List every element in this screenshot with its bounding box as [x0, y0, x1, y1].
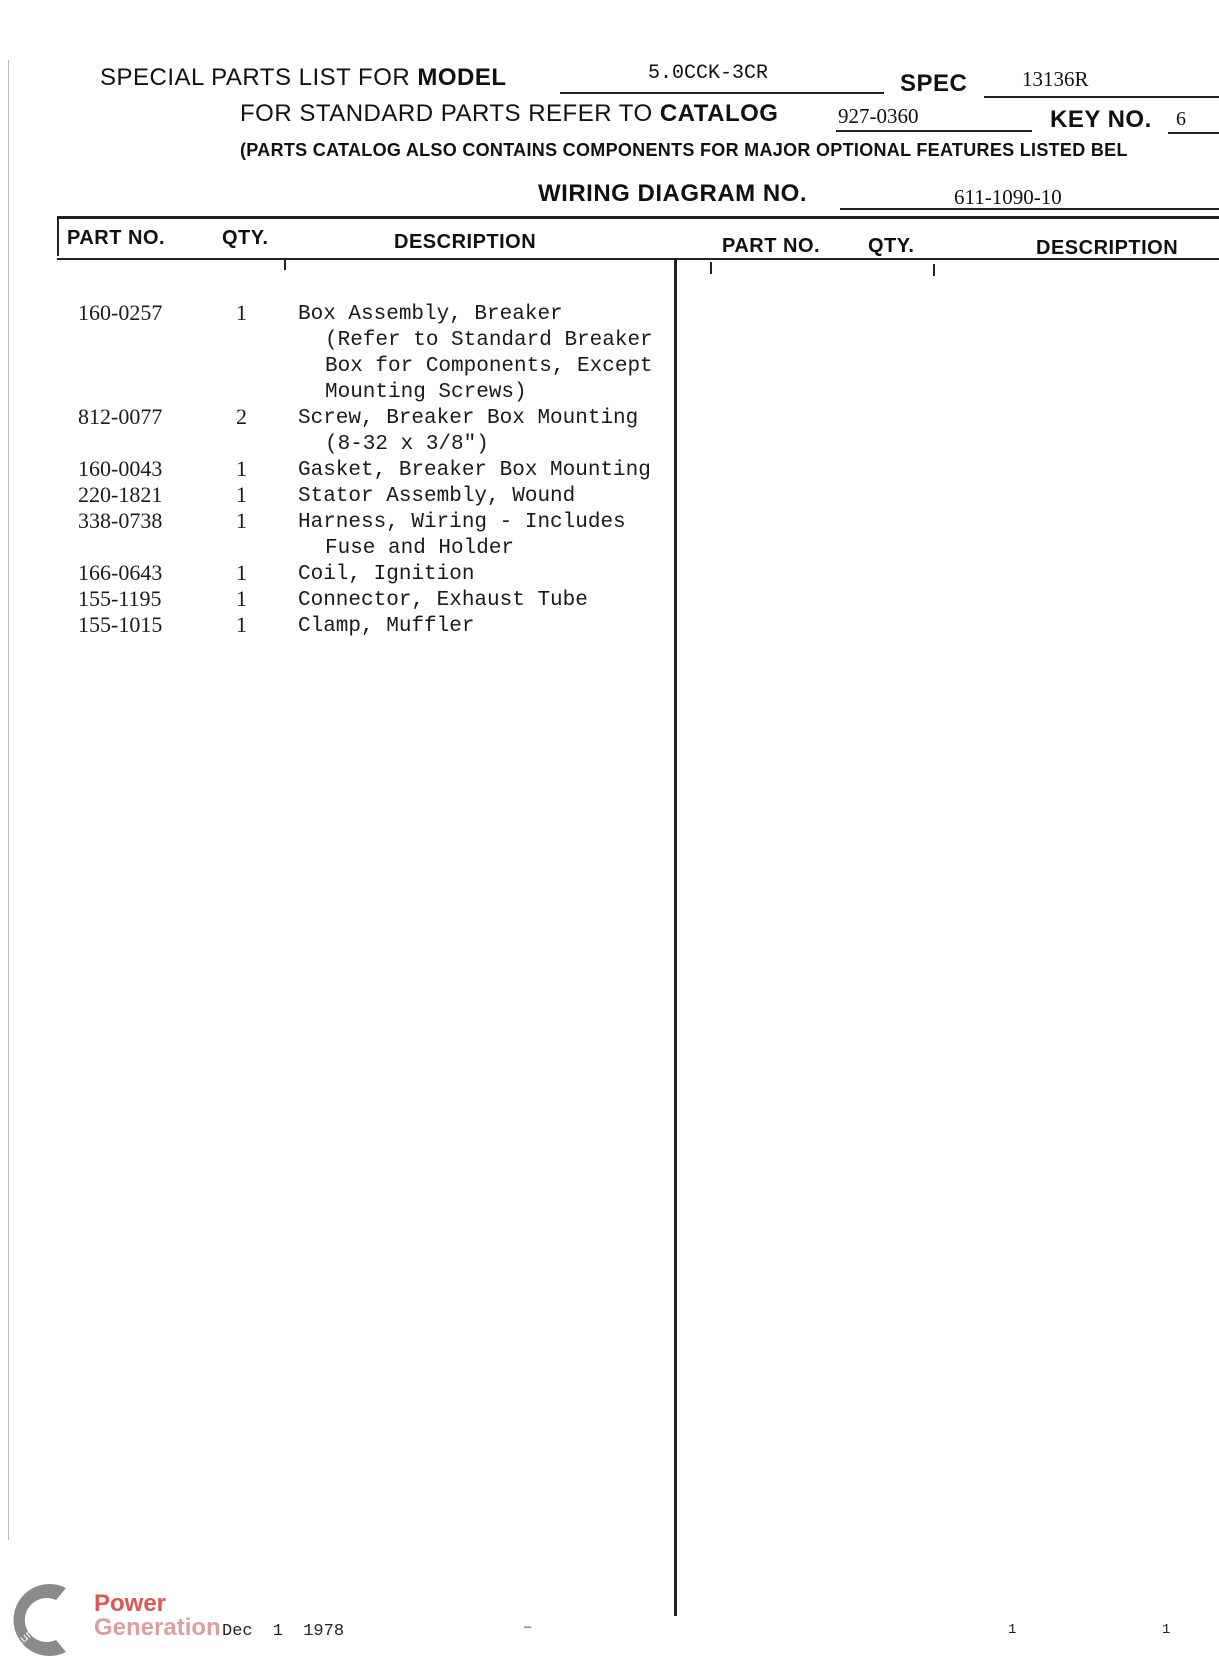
description-line: Screw, Breaker Box Mounting: [298, 407, 639, 430]
col-header-qty-left: QTY.: [222, 227, 269, 249]
col-header-description-left: DESCRIPTION: [394, 231, 537, 253]
description: [298, 588, 588, 614]
description: [298, 406, 638, 458]
description-line: Coil, Ignition: [298, 563, 475, 586]
quantity: 2: [236, 404, 247, 429]
header-line-1: [100, 64, 507, 92]
description: [298, 562, 474, 588]
spec-underline: [984, 70, 1219, 98]
tick-left: [284, 260, 286, 270]
part-number: 155-1195: [78, 586, 162, 611]
col-header-description-right: DESCRIPTION: [1036, 237, 1179, 259]
tick-right-2: [933, 264, 935, 276]
col-header-part-no-left: PART NO.: [67, 227, 166, 249]
header-model-label: MODEL: [417, 64, 507, 91]
table-top-rule: [57, 216, 1219, 219]
description: [298, 510, 626, 562]
wiring-label: WIRING DIAGRAM NO.: [538, 180, 807, 207]
spec-label: SPEC: [900, 70, 968, 97]
part-number: 338-0738: [78, 508, 163, 533]
left-margin-line: [8, 60, 9, 1540]
part-number: 166-0643: [78, 560, 163, 585]
description: [298, 614, 474, 640]
description-line: Gasket, Breaker Box Mounting: [298, 459, 651, 482]
description-line: (Refer to Standard Breaker: [325, 329, 653, 352]
quantity: 1: [236, 560, 247, 585]
quantity: 1: [236, 586, 247, 611]
part-number: 812-0077: [78, 404, 163, 429]
wiring-value: 611-1090-10: [954, 185, 1062, 209]
cummins-logo: [0, 1582, 76, 1658]
description: [298, 302, 653, 406]
quantity: 1: [236, 482, 247, 507]
logo-generation-text: Generation: [94, 1614, 221, 1641]
description: [298, 458, 651, 484]
description-line: Clamp, Muffler: [298, 615, 475, 638]
key-value: 6: [1176, 108, 1186, 130]
part-number: 160-0257: [78, 300, 163, 325]
cummins-logo-text: Cummins: [11, 1606, 60, 1651]
footer-page-mark-2: 1: [1162, 1622, 1171, 1638]
key-label: KEY NO.: [1050, 106, 1152, 133]
footer-date: Dec 1 1978: [222, 1622, 345, 1641]
quantity: 1: [236, 508, 247, 533]
col-header-qty-right: QTY.: [868, 235, 915, 257]
quantity: 1: [236, 612, 247, 637]
description-line: Box for Components, Except: [325, 355, 653, 378]
header-catalog-label: CATALOG: [659, 100, 779, 127]
part-number: 160-0043: [78, 456, 163, 481]
description-line: (8-32 x 3/8"): [325, 433, 489, 456]
description-line: Fuse and Holder: [325, 537, 515, 560]
header-line2-prefix: FOR STANDARD PARTS REFER TO: [240, 100, 653, 127]
description-line: Harness, Wiring - Includes: [298, 511, 626, 534]
catalog-value: 927-0360: [838, 104, 919, 128]
quantity: 1: [236, 300, 247, 325]
table-left-rule: [57, 216, 59, 256]
spec-value: 13136R: [1022, 67, 1089, 91]
tick-right-1: [710, 262, 712, 274]
header-line-3: (PARTS CATALOG ALSO CONTAINS COMPONENTS FOR MAJOR OPTIONAL FEATURES LISTED BEL: [240, 140, 1128, 160]
part-number: 155-1015: [78, 612, 163, 637]
footer-page-mark-1: 1: [1008, 1622, 1017, 1638]
logo-power-text: Power: [94, 1590, 167, 1617]
description: [298, 484, 575, 510]
description-line: Connector, Exhaust Tube: [298, 589, 588, 612]
description-line: Box Assembly, Breaker: [298, 303, 563, 326]
col-header-part-no-right: PART NO.: [722, 235, 821, 257]
quantity: 1: [236, 456, 247, 481]
model-value: 5.0CCK-3CR: [648, 62, 769, 85]
header-line-2: [240, 100, 778, 128]
part-number: 220-1821: [78, 482, 163, 507]
description-line: Mounting Screws): [325, 381, 527, 404]
footer-dash: —: [524, 1620, 532, 1634]
header-line1-prefix: SPECIAL PARTS LIST FOR: [100, 64, 411, 91]
description-line: Stator Assembly, Wound: [298, 485, 576, 508]
cummins-logo-mark: [0, 1582, 76, 1658]
table-center-divider: [674, 260, 677, 1616]
